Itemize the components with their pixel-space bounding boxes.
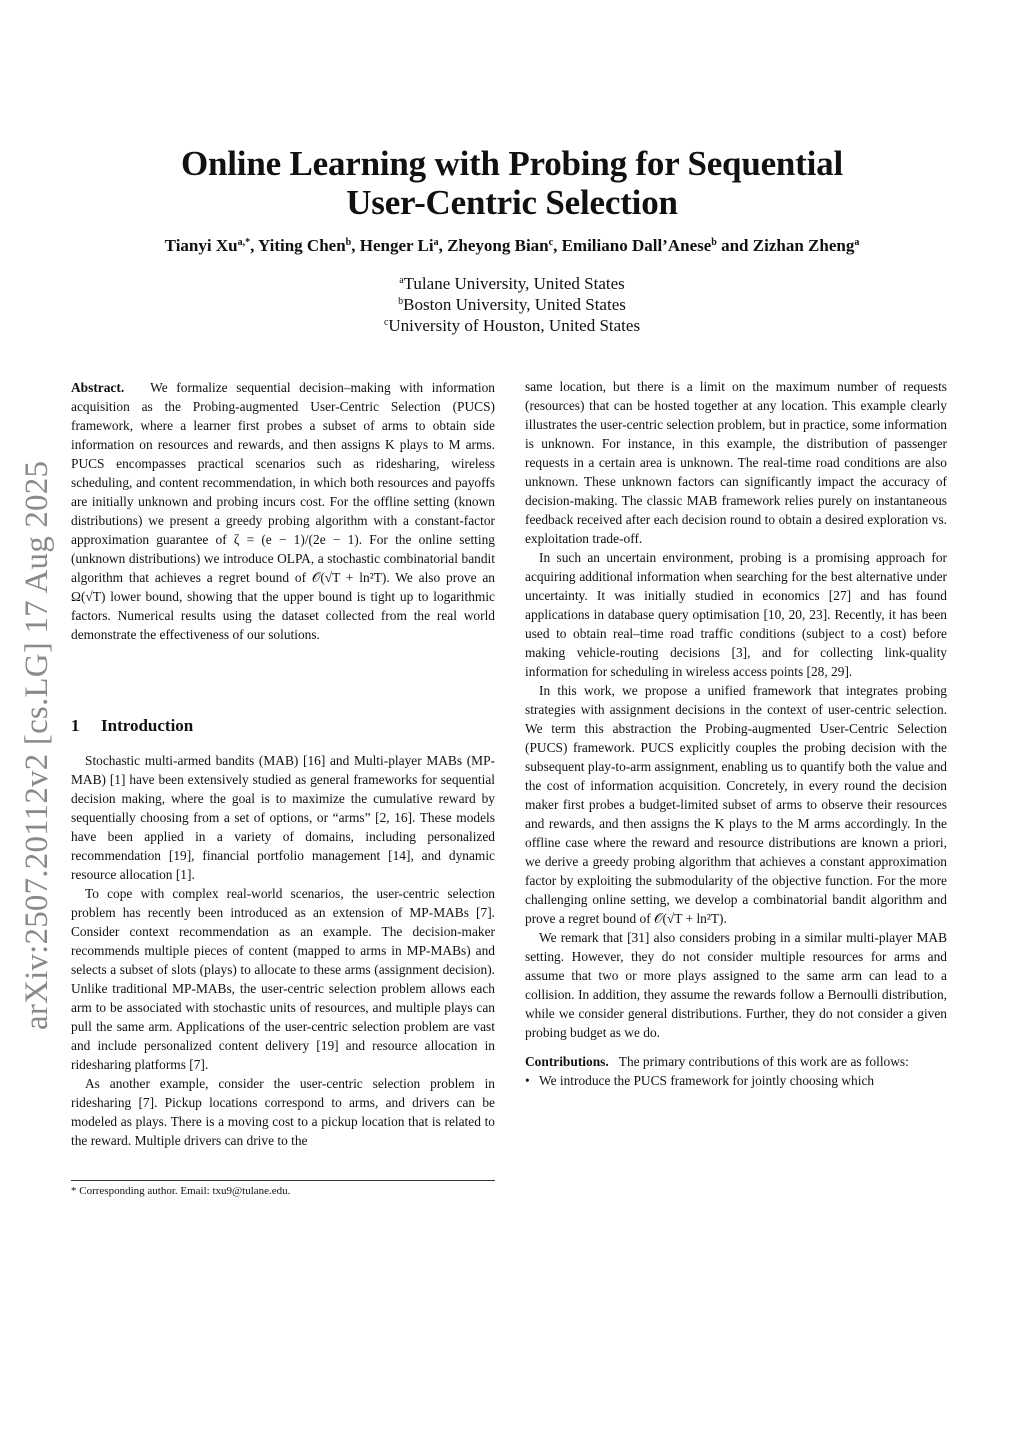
author: Zizhan Zheng$^a$ <box>752 236 860 255</box>
contributions-paragraph: Contributions. The primary contributions of this work are as follows: <box>525 1054 909 1069</box>
abstract-label: Abstract. <box>71 380 125 395</box>
list-item: • We introduce the PUCS framework for jointly choosing which <box>525 1073 875 1088</box>
affiliation: $^c$University of Houston, United States <box>383 316 641 335</box>
paragraph: We remark that [31] also considers probing in a similar multi-player MAB setting. However, they do not consider multiple resources for arms and assume that two or more plays assigned to the same arm can lead to a collision. In addition, they assume the rewards follow a Bernoulli distribution, while we consider general distributions. Further, they do not consider a given probing budget as we do. <box>525 930 947 1040</box>
paragraph: In this work, we propose a unified framework that integrates probing strategies with assignment decisions in the context of user-centric selection. We term this abstraction the Probing-augmented User-Centric Selection (PUCS) framework. PUCS explicitly couples the probing decision with the subsequent play-to-arm assignment, enabling us to quantify both the value and the cost of information acquisition. Concretely, in every round the decision maker first probes a budget-limited subset of arms to observe their resources and rewards, and then assigns the K plays to the M arms accordingly. In the offline case where the reward and resource distributions are known a priori, we derive a greedy probing algorithm that achieves a constant approximation factor by exploiting the submodularity of the objective function. For the more challenging online setting, we develop a combinatorial bandit algorithm and prove a regret bound of 𝒪(√T + ln²T). <box>525 683 947 926</box>
title-line-2: User-Centric Selection <box>346 183 678 222</box>
footnote-rule <box>71 1180 495 1181</box>
bullet-icon: • <box>525 1073 530 1088</box>
section-heading-introduction: 1 Introduction <box>71 716 194 735</box>
abstract <box>71 378 495 644</box>
author-list <box>60 235 964 257</box>
author: Emiliano Dall’Anese$^b$ and <box>561 236 753 255</box>
paragraph: As another example, consider the user-centric selection problem in ridesharing [7]. Pickup locations correspond to arms, and drivers can be modeled as plays. There is a moving cost to a pickup location that is related to the reward. Multiple drivers can drive to the <box>71 1076 495 1148</box>
author: Henger Li$^a$, <box>359 236 448 255</box>
paragraph: To cope with complex real-world scenarios, the user-centric selection problem has recently been introduced as an extension of MP-MABs [7]. Consider context recommendation as an example. The decision-maker recommends multiple pieces of content (mapped to arms in MP-MABs) and selects a subset of slots (plays) to allocate to these arms (assignment decision). Unlike traditional MP-MABs, the user-centric selection problem allows each arm to be associated with stochastic units of resources, and multiple plays can pull the same arm. Applications of the user-centric selection problem are vast and include personalized content delivery [19] and resource allocation in ridesharing platforms [7]. <box>71 886 495 1072</box>
paragraph: same location, but there is a limit on the maximum number of requests (resources) that can be hosted together at any location. This example clearly illustrates the user-centric selection problem, but in practice, some information is unknown. For instance, in this example, the distribution of passenger requests in a certain area is unknown. The real-time road conditions are also unknown. These unknown factors can significantly impact the accuracy of decision-making. The classic MAB framework relies purely on instantaneous feedback received after each decision round to obtain a desired exploration vs. exploitation trade-off. <box>525 379 947 546</box>
author: Zheyong Bian$^c$, <box>447 236 562 255</box>
right-column-body <box>525 377 947 1090</box>
author: Yiting Chen$^b$, <box>257 236 360 255</box>
paragraph: In such an uncertain environment, probing is a promising approach for acquiring additional information when searching for the best alternative under uncertainty. It was initially studied in economics [27] and has found applications in database query optimisation [10, 20, 23]. Recently, it has been used to obtain real–time road traffic conditions (subject to a cost) before making vehicle-routing decisions [3], and for collecting link-quality information for scheduling in wireless access points [28, 29]. <box>525 550 947 679</box>
paragraph: Stochastic multi-armed bandits (MAB) [16] and Multi-player MABs (MP-MAB) [1] have been extensively studied as general frameworks for sequential decision making, where the goal is to maximize the cumulative reward by sequentially choosing from a set of options, or “arms” [2, 16]. These models have been applied in a variety of domains, including personalized recommendation [19], financial portfolio management [14], and dynamic resource allocation [1]. <box>71 753 495 882</box>
title-line-1: Online Learning with Probing for Sequential <box>180 144 843 183</box>
paper-title <box>100 144 924 222</box>
affiliations <box>200 273 824 336</box>
contributions-label: Contributions. <box>525 1054 609 1069</box>
author: Tianyi $Xu^{a,*}$, <box>164 236 258 255</box>
abstract-text: We formalize sequential decision–making with information acquisition as the Probing-augmented User-Centric Selection (PUCS) framework, where a learner first probes a subset of arms to obtain side information on resources and rewards, and then assigns K plays to M arms. PUCS encompasses practical scenarios such as ridesharing, wireless scheduling, and content recommendation, in which both resources and payoffs are initially unknown and probing incurs cost. For the offline setting (known distributions) we present a greedy probing algorithm with a constant-factor approximation guarantee of ζ = (e − 1)/(2e − 1). For the online setting (unknown distributions) we introduce OLPA, a stochastic combinatorial bandit algorithm that achieves a regret bound of 𝒪(√T + ln²T). We also prove an Ω(√T) lower bound, showing that the upper bound is tight up to logarithmic factors. Numerical results using the dataset collected from the real world demonstrate the effectiveness of our solutions. <box>71 380 495 642</box>
introduction-body <box>71 751 495 1150</box>
arxiv-watermark: arXiv:2507.20112v2 [cs.LG] 17 Aug 2025 <box>19 460 55 1030</box>
footnote: * Corresponding author. Email: txu9@tulane.edu. <box>71 1185 291 1197</box>
affiliation: $^a$Tulane University, United States <box>399 274 625 293</box>
affiliation: $^b$Boston University, United States <box>398 295 626 314</box>
